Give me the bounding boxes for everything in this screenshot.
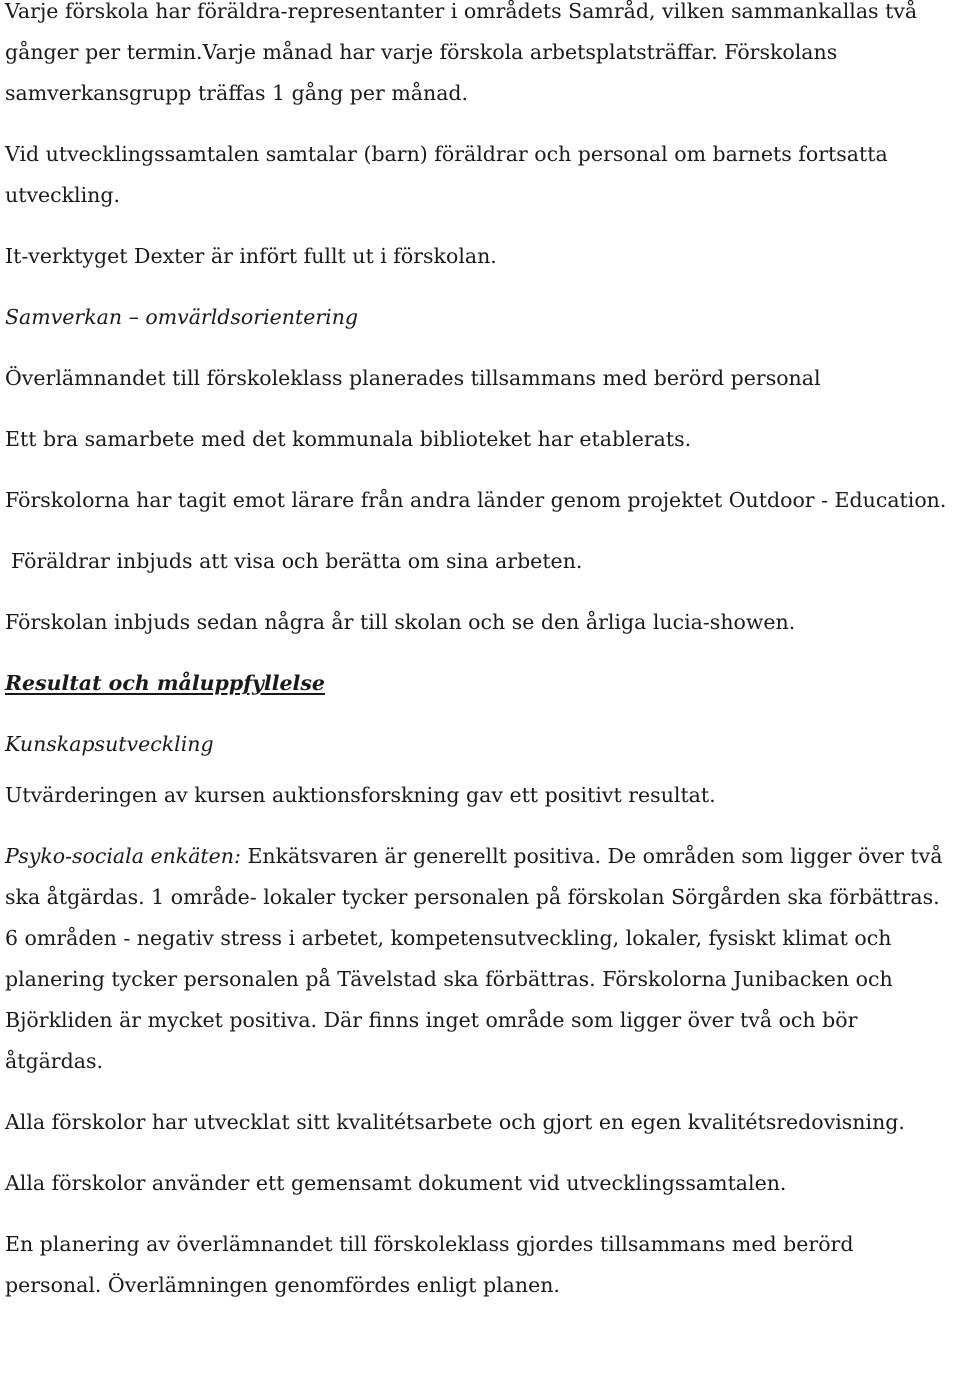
enkaten-body: Enkätsvaren är generellt positiva. De områden som ligger över två ska åtgärdas. 1 område- lokaler tycker personalen på förskolan Sörgården ska förbättras. 6 områden - negativ stress i arbetet, kompetensutveckling, lokaler, fysiskt klimat och planering tycker personalen på Tävelstad ska förbättras. Förskolorna Junibacken och Björkliden är mycket positiva. Där finns inget område som ligger över två och bör åtgärdas. <box>5 844 943 1073</box>
paragraph-overlamnandet: Överlämnandet till förskoleklass planerades tillsammans med berörd personal <box>5 366 821 390</box>
paragraph-foraldrar-arbeten: Föräldrar inbjuds att visa och berätta om sina arbeten. <box>11 549 583 573</box>
paragraph-utvecklingssamtal: Vid utvecklingssamtalen samtalar (barn) föräldrar och personal om barnets fortsatta utveckling. <box>5 142 888 207</box>
paragraph-outdoor-education: Förskolorna har tagit emot lärare från andra länder genom projektet Outdoor - Education. <box>5 488 947 512</box>
enkaten-label: Psyko-sociala enkäten: <box>5 844 241 868</box>
subheading-kunskapsutveckling: Kunskapsutveckling <box>5 732 214 756</box>
paragraph-lucia: Förskolan inbjuds sedan några år till skolan och se den årliga lucia-showen. <box>5 610 796 634</box>
paragraph-dexter: It-verktyget Dexter är infört fullt ut i förskolan. <box>5 244 497 268</box>
section-title-samverkan: Samverkan – omvärldsorientering <box>5 305 359 329</box>
paragraph-biblioteket: Ett bra samarbete med det kommunala biblioteket har etablerats. <box>5 427 692 451</box>
paragraph-kvalitetsarbete: Alla förskolor har utvecklat sitt kvalitétsarbete och gjort en egen kvalitétsredovisning. <box>5 1110 905 1134</box>
paragraph-enkaten <box>5 836 955 1082</box>
document-page <box>5 0 955 1326</box>
paragraph-samrad: Varje förskola har föräldra-representanter i områdets Samråd, vilken sammankallas två gånger per termin.Varje månad har varje förskola arbetsplatsträffar. Förskolans samverkansgrupp träffas 1 gång per månad. <box>5 0 918 105</box>
paragraph-planering: En planering av överlämnandet till förskoleklass gjordes tillsammans med berörd personal. Överlämningen genomfördes enligt planen. <box>5 1232 854 1297</box>
paragraph-gemensamt-dokument: Alla förskolor använder ett gemensamt dokument vid utvecklingssamtalen. <box>5 1171 787 1195</box>
paragraph-auktionsforskning: Utvärderingen av kursen auktionsforskning gav ett positivt resultat. <box>5 783 716 807</box>
heading-resultat: Resultat och måluppfyllelse <box>5 671 325 695</box>
